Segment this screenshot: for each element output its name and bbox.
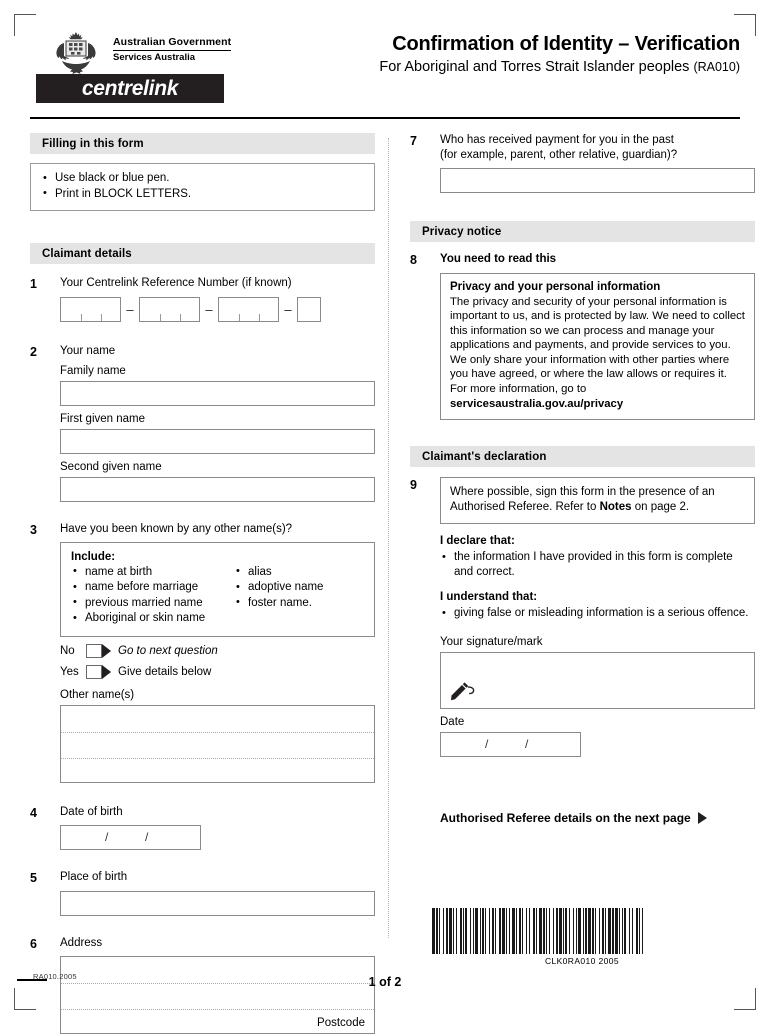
question-number: 9 bbox=[410, 478, 417, 493]
privacy-heading-label: Privacy notice bbox=[422, 225, 502, 238]
page-title: Confirmation of Identity – Verification bbox=[392, 33, 740, 55]
question-number: 3 bbox=[30, 523, 37, 537]
question-text: You need to read this bbox=[440, 253, 557, 265]
question-number: 7 bbox=[410, 134, 417, 148]
form-title-block bbox=[379, 32, 740, 77]
list-item: • the information I have provided in this form is complete and correct. bbox=[440, 550, 755, 580]
list-item: • Aboriginal or skin name bbox=[71, 611, 234, 627]
list-item: • alias bbox=[234, 565, 364, 581]
question-1 bbox=[30, 276, 375, 322]
second-given-name-label: Second given name bbox=[60, 461, 162, 473]
question-text: Have you been known by any other name(s)? bbox=[60, 523, 293, 535]
question-text: Your Centrelink Reference Number (if known) bbox=[60, 277, 292, 289]
arrow-right-icon bbox=[698, 812, 707, 824]
privacy-body-text: The privacy and security of your personal information is important to us, and is protected by law. We need to collect this information so we can process and manage your applications and payments, and provide services to you. We only share your information with other parties where you have agreed, or where the law allows or requires it. For more information, go to bbox=[450, 295, 745, 396]
previous-payee-input[interactable] bbox=[440, 168, 755, 193]
gov-line-1: Australian Government bbox=[113, 36, 232, 48]
crn-segment-2[interactable] bbox=[139, 297, 200, 322]
no-action-text: Go to next question bbox=[118, 644, 218, 657]
question-5 bbox=[30, 870, 375, 916]
include-examples-box bbox=[60, 542, 375, 637]
date-slash: / bbox=[525, 737, 529, 752]
crn-input-group[interactable] bbox=[60, 297, 375, 322]
filling-instruction-list bbox=[41, 171, 364, 202]
section-header-declaration bbox=[410, 446, 755, 467]
first-given-name-input[interactable] bbox=[60, 429, 375, 454]
question-9 bbox=[410, 477, 755, 825]
footer-form-code: RA010.2005 bbox=[33, 972, 77, 981]
notes-emphasis: Notes bbox=[599, 501, 632, 514]
understand-heading: I understand that: bbox=[440, 591, 538, 604]
gov-divider bbox=[113, 50, 231, 51]
crn-dash: – bbox=[126, 301, 134, 317]
ruled-line bbox=[61, 1009, 374, 1010]
yes-checkbox[interactable] bbox=[86, 665, 102, 679]
cell-tick bbox=[259, 314, 260, 321]
question-text: Date of birth bbox=[60, 805, 123, 818]
answer-yes-row[interactable] bbox=[60, 665, 375, 679]
header-rule bbox=[30, 117, 740, 119]
date-slash: / bbox=[145, 830, 149, 844]
barcode-image bbox=[432, 908, 732, 954]
question-7 bbox=[410, 133, 755, 193]
list-item: • giving false or misleading information is a serious offence. bbox=[440, 606, 755, 621]
column-divider bbox=[388, 138, 389, 938]
centrelink-wordmark: centrelink bbox=[81, 76, 179, 100]
question-number: 1 bbox=[30, 277, 37, 291]
crn-segment-1[interactable] bbox=[60, 297, 121, 322]
question-number: 5 bbox=[30, 871, 37, 885]
privacy-url: servicesaustralia.gov.au/privacy bbox=[450, 397, 624, 410]
privacy-body bbox=[450, 295, 745, 412]
include-list-left bbox=[71, 565, 234, 627]
list-item: • foster name. bbox=[234, 596, 364, 612]
list-item: • Use black or blue pen. bbox=[41, 171, 364, 187]
section-header-privacy-notice bbox=[410, 221, 755, 242]
cell-tick bbox=[160, 314, 161, 321]
second-given-name-input[interactable] bbox=[60, 477, 375, 502]
date-label: Date bbox=[440, 716, 465, 729]
postcode-label: Postcode bbox=[317, 1017, 365, 1029]
section-header-filling bbox=[30, 133, 375, 154]
declaration-note-box bbox=[440, 477, 755, 524]
cell-tick bbox=[81, 314, 82, 321]
question-text-line-2: (for example, parent, other relative, guardian)? bbox=[440, 148, 678, 161]
signature-input[interactable] bbox=[440, 652, 755, 709]
question-number: 2 bbox=[30, 344, 37, 359]
crn-dash: – bbox=[284, 301, 292, 317]
declare-list bbox=[440, 550, 755, 580]
crn-dash: – bbox=[205, 301, 213, 317]
declaration-note-text: Where possible, sign this form in the presence of an Authorised Referee. Refer to bbox=[450, 486, 715, 514]
gov-line-2: Services Australia bbox=[113, 52, 196, 63]
list-item: • adoptive name bbox=[234, 580, 364, 596]
privacy-information-box bbox=[440, 273, 755, 421]
question-3 bbox=[30, 522, 375, 783]
no-checkbox[interactable] bbox=[86, 644, 102, 658]
crop-mark-bottom-right bbox=[734, 988, 756, 1010]
date-of-birth-input[interactable] bbox=[60, 825, 201, 850]
ruled-line bbox=[61, 732, 374, 733]
yes-action-text: Give details below bbox=[118, 665, 212, 678]
date-slash: / bbox=[485, 737, 489, 752]
family-name-label: Family name bbox=[60, 365, 126, 377]
crn-segment-3[interactable] bbox=[218, 297, 279, 322]
list-item: • previous married name bbox=[71, 596, 234, 612]
next-page-text: Authorised Referee details on the next page bbox=[440, 811, 691, 826]
signing-hand-icon bbox=[450, 679, 480, 701]
claimant-details-heading-label: Claimant details bbox=[42, 247, 132, 260]
understand-list bbox=[440, 606, 755, 621]
section-header-claimant-details bbox=[30, 243, 375, 264]
question-text-line-1: Who has received payment for you in the past bbox=[440, 134, 674, 146]
barcode-block bbox=[432, 908, 732, 966]
branding bbox=[48, 30, 231, 76]
first-given-name-label: First given name bbox=[60, 413, 146, 425]
question-number: 6 bbox=[30, 936, 37, 951]
list-item: • name before marriage bbox=[71, 580, 234, 596]
list-item: • name at birth bbox=[71, 565, 234, 581]
declare-heading: I declare that: bbox=[440, 535, 515, 548]
question-2 bbox=[30, 344, 375, 503]
page-number: 1 of 2 bbox=[368, 975, 402, 989]
page-header bbox=[30, 28, 740, 108]
arrow-right-icon bbox=[102, 665, 111, 679]
date-slash: / bbox=[105, 830, 109, 844]
declaration-note-tail: on page 2. bbox=[631, 501, 690, 514]
answer-no-row[interactable] bbox=[60, 644, 375, 658]
filling-instructions-box bbox=[30, 163, 375, 211]
question-number: 8 bbox=[410, 253, 417, 267]
right-column bbox=[410, 133, 755, 827]
next-page-note bbox=[440, 811, 755, 825]
ruled-line bbox=[61, 758, 374, 759]
left-column bbox=[30, 133, 375, 1036]
form-code: (RA010) bbox=[693, 60, 740, 74]
question-8 bbox=[410, 252, 755, 420]
yes-label: Yes bbox=[60, 665, 79, 678]
list-item: • Print in BLOCK LETTERS. bbox=[41, 187, 364, 203]
filling-heading-label: Filling in this form bbox=[42, 137, 144, 150]
arrow-right-icon bbox=[102, 644, 111, 658]
question-text: Your name bbox=[60, 344, 116, 357]
crn-segment-4[interactable] bbox=[297, 297, 321, 322]
question-number: 4 bbox=[30, 805, 37, 820]
family-name-input[interactable] bbox=[60, 381, 375, 406]
place-of-birth-input[interactable] bbox=[60, 891, 375, 916]
include-title: Include: bbox=[71, 550, 116, 563]
privacy-box-title: Privacy and your personal information bbox=[450, 280, 661, 293]
signature-label: Your signature/mark bbox=[440, 636, 543, 649]
page-subtitle bbox=[379, 58, 740, 77]
question-text: Place of birth bbox=[60, 871, 128, 883]
government-wordmark bbox=[113, 30, 231, 63]
declaration-heading-label: Claimant's declaration bbox=[422, 450, 547, 463]
question-4 bbox=[30, 805, 375, 851]
cell-tick bbox=[239, 314, 240, 321]
cell-tick bbox=[101, 314, 102, 321]
address-input[interactable] bbox=[60, 956, 375, 1034]
include-list-right bbox=[234, 565, 364, 612]
other-names-label: Other name(s) bbox=[60, 688, 135, 701]
no-label: No bbox=[60, 644, 75, 657]
cell-tick bbox=[180, 314, 181, 321]
australian-coat-of-arms-icon bbox=[48, 30, 104, 76]
signature-date-input[interactable] bbox=[440, 732, 581, 757]
question-text: Address bbox=[60, 936, 103, 949]
subtitle-text: For Aboriginal and Torres Strait Islander peoples bbox=[379, 59, 690, 75]
barcode-label: CLK0RA010 2005 bbox=[544, 956, 620, 966]
other-names-input[interactable] bbox=[60, 705, 375, 783]
centrelink-logo bbox=[36, 74, 224, 103]
